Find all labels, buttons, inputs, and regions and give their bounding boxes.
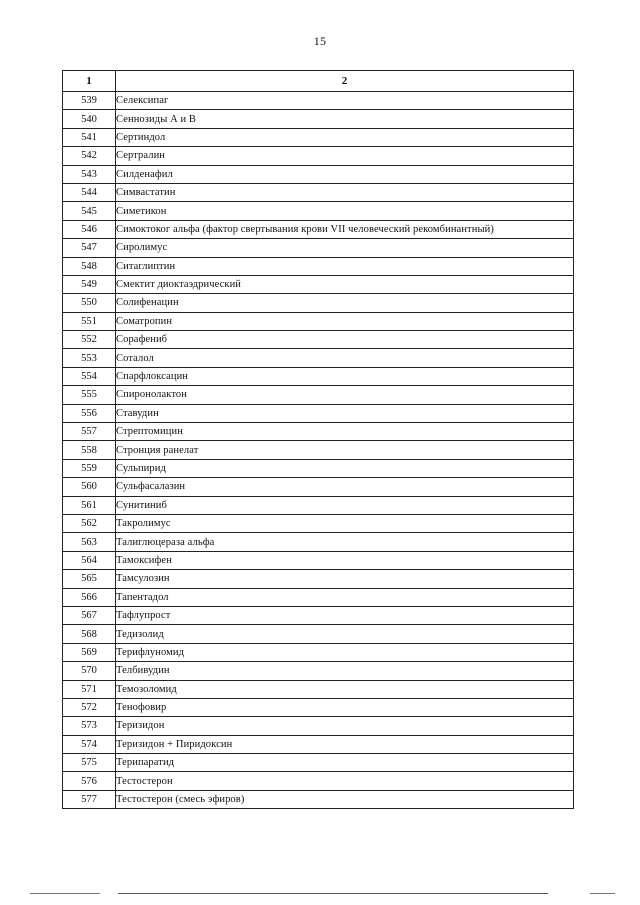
table-row — [63, 478, 574, 496]
row-number-cell: 550 — [63, 294, 116, 312]
scan-artifact-line — [118, 893, 548, 894]
drug-name-cell: Тенофовир — [116, 698, 574, 716]
table-row — [63, 441, 574, 459]
table-row — [63, 772, 574, 790]
drug-name-cell: Сорафениб — [116, 331, 574, 349]
table-row — [63, 680, 574, 698]
drug-name-cell: Терифлуномид — [116, 643, 574, 661]
drug-name-cell: Ситаглиптин — [116, 257, 574, 275]
row-number-cell: 565 — [63, 570, 116, 588]
drug-name-cell: Симоктоког альфа (фактор свертывания крови VII человеческий рекомбинантный) — [116, 220, 574, 238]
row-number-cell: 560 — [63, 478, 116, 496]
row-number-cell: 569 — [63, 643, 116, 661]
table-row — [63, 275, 574, 293]
table-row — [63, 662, 574, 680]
table-row — [63, 147, 574, 165]
row-number-cell: 575 — [63, 754, 116, 772]
row-number-cell: 566 — [63, 588, 116, 606]
drug-name-cell: Теризидон + Пиридоксин — [116, 735, 574, 753]
row-number-cell: 548 — [63, 257, 116, 275]
table-row — [63, 239, 574, 257]
column-header-name: 2 — [116, 71, 574, 92]
drug-name-cell: Селексипаг — [116, 92, 574, 110]
row-number-cell: 574 — [63, 735, 116, 753]
drug-name-cell: Смектит диоктаэдрический — [116, 275, 574, 293]
table-row — [63, 183, 574, 201]
row-number-cell: 553 — [63, 349, 116, 367]
table-row — [63, 312, 574, 330]
table-row — [63, 423, 574, 441]
row-number-cell: 572 — [63, 698, 116, 716]
drug-name-cell: Сиролимус — [116, 239, 574, 257]
row-number-cell: 557 — [63, 423, 116, 441]
row-number-cell: 564 — [63, 551, 116, 569]
table-row — [63, 220, 574, 238]
drug-name-cell: Соматропин — [116, 312, 574, 330]
table-row — [63, 386, 574, 404]
page-number: 15 — [313, 34, 327, 48]
drug-name-cell: Спарфлоксацин — [116, 367, 574, 385]
table-row — [63, 735, 574, 753]
table-row — [63, 717, 574, 735]
table-row — [63, 294, 574, 312]
drug-name-cell: Стронция ранелат — [116, 441, 574, 459]
table-header-row — [63, 71, 574, 92]
row-number-cell: 547 — [63, 239, 116, 257]
drug-name-cell: Тамсулозин — [116, 570, 574, 588]
table-row — [63, 643, 574, 661]
table-row — [63, 404, 574, 422]
drug-name-cell: Сертиндол — [116, 128, 574, 146]
row-number-cell: 570 — [63, 662, 116, 680]
table-row — [63, 606, 574, 624]
table-row — [63, 588, 574, 606]
row-number-cell: 541 — [63, 128, 116, 146]
drug-name-cell: Тестостерон (смесь эфиров) — [116, 790, 574, 808]
drug-name-cell: Терипаратид — [116, 754, 574, 772]
drug-name-cell: Талиглюцераза альфа — [116, 533, 574, 551]
row-number-cell: 561 — [63, 496, 116, 514]
row-number-cell: 542 — [63, 147, 116, 165]
scan-artifact-line — [590, 893, 615, 894]
row-number-cell: 571 — [63, 680, 116, 698]
row-number-cell: 573 — [63, 717, 116, 735]
scan-artifact-line — [30, 893, 100, 894]
table-row — [63, 459, 574, 477]
table-row — [63, 367, 574, 385]
drug-name-cell: Тапентадол — [116, 588, 574, 606]
row-number-cell: 546 — [63, 220, 116, 238]
table-row — [63, 165, 574, 183]
drug-list-table — [62, 70, 574, 809]
table-body — [63, 92, 574, 809]
drug-name-cell: Сунитиниб — [116, 496, 574, 514]
table-row — [63, 110, 574, 128]
drug-name-cell: Сеннозиды А и В — [116, 110, 574, 128]
drug-name-cell: Симетикон — [116, 202, 574, 220]
table-row — [63, 625, 574, 643]
row-number-cell: 563 — [63, 533, 116, 551]
drug-name-cell: Стрептомицин — [116, 423, 574, 441]
row-number-cell: 539 — [63, 92, 116, 110]
table-row — [63, 533, 574, 551]
drug-name-cell: Теризидон — [116, 717, 574, 735]
row-number-cell: 562 — [63, 514, 116, 532]
row-number-cell: 554 — [63, 367, 116, 385]
row-number-cell: 556 — [63, 404, 116, 422]
row-number-cell: 567 — [63, 606, 116, 624]
table-row — [63, 92, 574, 110]
drug-name-cell: Ставудин — [116, 404, 574, 422]
table-row — [63, 790, 574, 808]
table-row — [63, 349, 574, 367]
row-number-cell: 551 — [63, 312, 116, 330]
drug-name-cell: Сульпирид — [116, 459, 574, 477]
table-row — [63, 128, 574, 146]
row-number-cell: 577 — [63, 790, 116, 808]
drug-name-cell: Солифенацин — [116, 294, 574, 312]
drug-name-cell: Силденафил — [116, 165, 574, 183]
row-number-cell: 544 — [63, 183, 116, 201]
table-row — [63, 551, 574, 569]
drug-name-cell: Соталол — [116, 349, 574, 367]
row-number-cell: 543 — [63, 165, 116, 183]
row-number-cell: 555 — [63, 386, 116, 404]
row-number-cell: 540 — [63, 110, 116, 128]
drug-name-cell: Телбивудин — [116, 662, 574, 680]
row-number-cell: 576 — [63, 772, 116, 790]
table-row — [63, 570, 574, 588]
table-row — [63, 202, 574, 220]
drug-name-cell: Сульфасалазин — [116, 478, 574, 496]
row-number-cell: 549 — [63, 275, 116, 293]
table-row — [63, 496, 574, 514]
row-number-cell: 545 — [63, 202, 116, 220]
row-number-cell: 559 — [63, 459, 116, 477]
drug-name-cell: Спиронолактон — [116, 386, 574, 404]
drug-name-cell: Темозоломид — [116, 680, 574, 698]
drug-name-cell: Сертралин — [116, 147, 574, 165]
table-header — [63, 71, 574, 92]
column-header-number: 1 — [63, 71, 116, 92]
row-number-cell: 558 — [63, 441, 116, 459]
table-row — [63, 698, 574, 716]
drug-name-cell: Тедизолид — [116, 625, 574, 643]
drug-name-cell: Тафлупрост — [116, 606, 574, 624]
drug-name-cell: Симвастатин — [116, 183, 574, 201]
drug-name-cell: Тамоксифен — [116, 551, 574, 569]
drug-name-cell: Тестостерон — [116, 772, 574, 790]
row-number-cell: 552 — [63, 331, 116, 349]
drug-name-cell: Такролимус — [116, 514, 574, 532]
table-row — [63, 331, 574, 349]
table-row — [63, 257, 574, 275]
table-row — [63, 514, 574, 532]
row-number-cell: 568 — [63, 625, 116, 643]
table-row — [63, 754, 574, 772]
